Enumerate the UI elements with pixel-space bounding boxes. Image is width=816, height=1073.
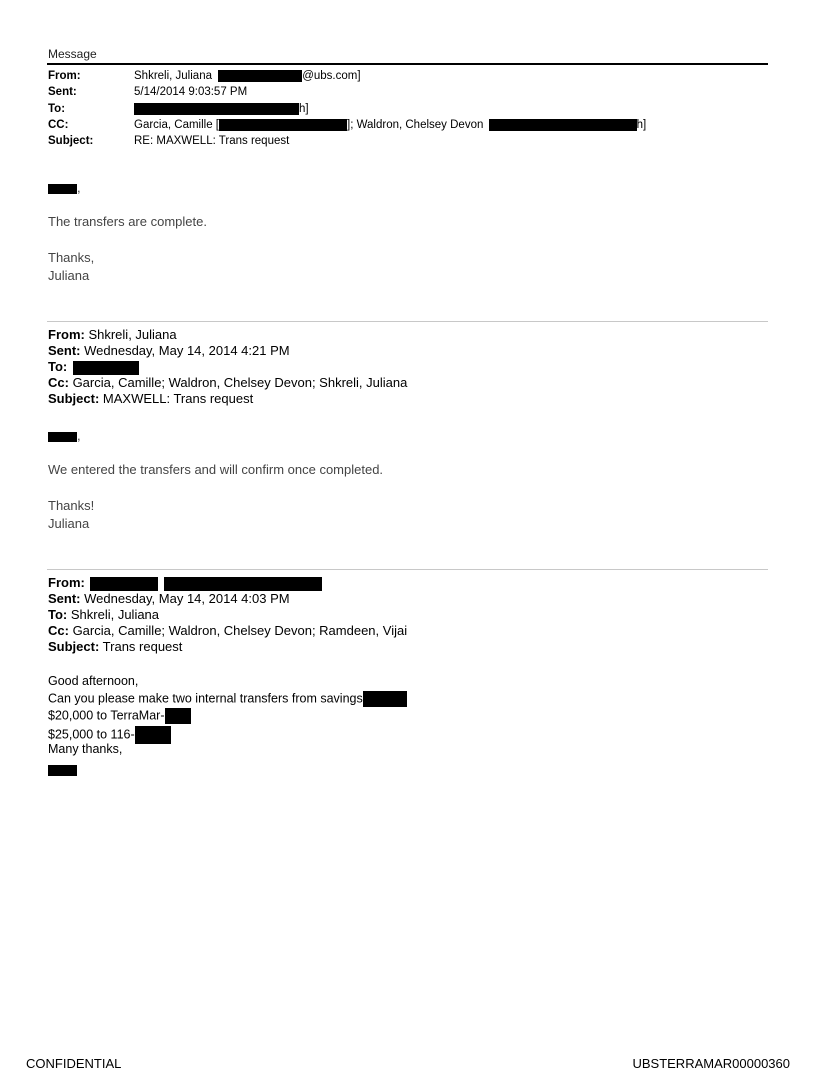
quote2-subject-label: Subject: — [48, 639, 100, 654]
reply-greeting-comma: , — [77, 180, 81, 195]
redaction-block — [48, 184, 77, 194]
redaction-block — [489, 119, 637, 131]
quote2-subject — [48, 639, 182, 654]
redaction-block — [164, 577, 322, 591]
header-cc-tail: h] — [636, 119, 647, 132]
redaction-block — [218, 70, 302, 82]
quote1-subject — [48, 391, 253, 406]
redaction-block — [363, 691, 407, 707]
reply-thanks: Thanks, — [48, 250, 95, 265]
redaction-block — [165, 708, 191, 724]
redaction-block — [135, 726, 171, 744]
quote1-signature: Juliana — [48, 516, 90, 531]
quote1-greeting-comma: , — [77, 428, 81, 443]
quote2-cc-value: Garcia, Camille; Waldron, Chelsey Devon; Ramdeen, Vijai — [68, 623, 408, 638]
reply-line: The transfers are complete. — [48, 214, 207, 229]
header-sent-value: 5/14/2014 9:03:57 PM — [134, 86, 248, 98]
quote2-from — [48, 575, 322, 591]
header-cc-part-b: ]; Waldron, Chelsey Devon — [347, 119, 484, 132]
reply-signature: Juliana — [48, 268, 90, 283]
quote1-subject-value: MAXWELL: Trans request — [99, 391, 254, 406]
header-cc-part-a: Garcia, Camille [ — [134, 119, 219, 132]
header-to-value — [134, 103, 309, 115]
header-from-label: From: — [48, 70, 81, 82]
quote1-from-label: From: — [48, 327, 85, 342]
quote2-sent — [48, 591, 290, 606]
quote1-sent — [48, 343, 290, 358]
quote2-greeting: Good afternoon, — [48, 674, 139, 688]
quote2-closing: Many thanks, — [48, 742, 123, 756]
quote2-signature — [48, 762, 77, 780]
footer-bates-number: UBSTERRAMAR00000360 — [632, 1056, 790, 1071]
reply-greeting — [48, 180, 81, 195]
header-subject-value: RE: MAXWELL: Trans request — [134, 135, 290, 147]
message-separator — [47, 321, 768, 322]
quote2-from-label: From: — [48, 575, 85, 590]
header-cc-value — [134, 119, 646, 131]
quote1-thanks: Thanks! — [48, 498, 95, 513]
redaction-block — [219, 119, 347, 131]
quote1-subject-label: Subject: — [48, 391, 100, 406]
quote2-line2 — [48, 708, 191, 724]
quote2-line3-text: $25,000 to 116- — [48, 727, 135, 742]
quote2-cc — [48, 623, 407, 638]
quote1-cc — [48, 375, 407, 390]
quote1-cc-label: Cc: — [48, 375, 69, 390]
quote2-to — [48, 607, 159, 622]
redaction-block — [73, 361, 139, 375]
message-separator — [47, 569, 768, 570]
quote1-to — [48, 359, 139, 375]
quote2-line2-text: $20,000 to TerraMar- — [48, 708, 165, 723]
redaction-block — [48, 765, 77, 776]
header-cc-label: CC: — [48, 119, 69, 131]
redaction-block — [48, 432, 77, 442]
message-title: Message — [48, 47, 97, 61]
header-from-name: Shkreli, Juliana — [134, 70, 212, 83]
redaction-block — [134, 103, 299, 115]
quote2-to-value: Shkreli, Juliana — [67, 607, 160, 622]
quote2-sent-label: Sent: — [48, 591, 81, 606]
quote2-sent-value: Wednesday, May 14, 2014 4:03 PM — [80, 591, 290, 606]
quote2-cc-label: Cc: — [48, 623, 69, 638]
quote2-subject-value: Trans request — [99, 639, 183, 654]
quote1-to-label: To: — [48, 359, 68, 374]
header-subject-label: Subject: — [48, 135, 94, 147]
quote1-from — [48, 327, 177, 342]
quote2-line1 — [48, 691, 407, 707]
quote1-line: We entered the transfers and will confirm once completed. — [48, 462, 384, 477]
quote2-to-label: To: — [48, 607, 68, 622]
quote1-sent-label: Sent: — [48, 343, 81, 358]
header-sent-label: Sent: — [48, 86, 77, 98]
header-from-value — [134, 70, 361, 82]
redaction-block — [90, 577, 158, 591]
header-to-label: To: — [48, 103, 66, 115]
quote1-cc-value: Garcia, Camille; Waldron, Chelsey Devon; Shkreli, Juliana — [68, 375, 408, 390]
quote1-sent-value: Wednesday, May 14, 2014 4:21 PM — [80, 343, 290, 358]
quote1-from-value: Shkreli, Juliana — [84, 327, 177, 342]
header-from-domain: @ubs.com] — [302, 70, 361, 83]
quote2-line1-text: Can you please make two internal transfers from savings — [48, 691, 363, 706]
header-to-tail: h] — [299, 103, 309, 116]
footer-confidential: CONFIDENTIAL — [26, 1056, 122, 1071]
quote1-greeting — [48, 428, 81, 443]
header-divider — [47, 63, 768, 65]
